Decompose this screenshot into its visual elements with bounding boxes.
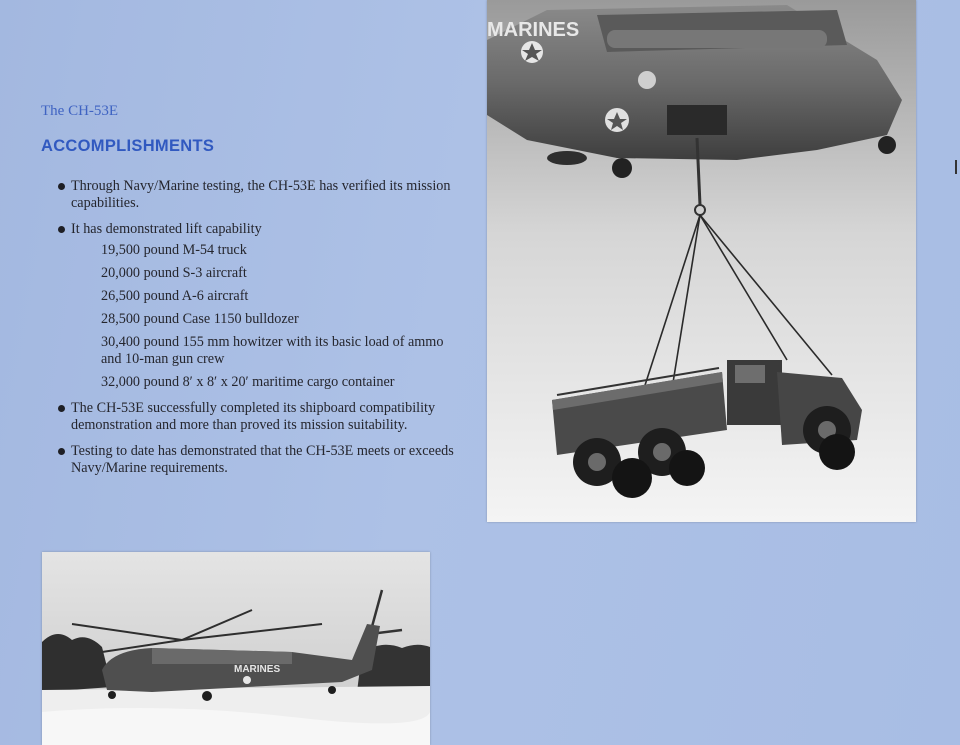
helicopter-on-snow-photo <box>42 552 430 745</box>
helicopter-lifting-truck-photo <box>487 0 916 522</box>
list-item: Through Navy/Marine testing, the CH-53E has verified its mission capabilities. <box>58 178 458 212</box>
marines-marking: MARINES <box>234 664 281 675</box>
lift-item: 32,000 pound 8′ x 8′ x 20′ maritime cargo container <box>101 374 395 390</box>
accomplishments-list <box>58 178 458 486</box>
lift-capability-list <box>71 242 458 391</box>
list-item: The CH-53E successfully completed its shipboard compatibility demonstration and more than proved its mission suitability. <box>58 400 458 434</box>
section-heading: ACCOMPLISHMENTS <box>41 137 215 155</box>
lift-item: 26,500 pound A-6 aircraft <box>101 288 249 304</box>
edge-mark <box>955 160 957 174</box>
list-item: It has demonstrated lift capability 19,500 pound M-54 truck 20,000 pound S-3 aircraft 26,500 pound A-6 aircraft 28,500 pound Case 1150 bulldozer 30,400 pound 155 mm howitzer with its basic load of ammo and 10-man gun crew 32,000 pound 8′ x 8′ x 20′ maritime cargo container <box>58 221 458 391</box>
section-subtitle: The CH-53E <box>41 103 119 119</box>
lift-item: 28,500 pound Case 1150 bulldozer <box>101 311 299 327</box>
lift-item: 30,400 pound 155 mm howitzer with its basic load of ammo and 10-man gun crew <box>101 334 444 367</box>
list-item: Testing to date has demonstrated that the CH-53E meets or exceeds Navy/Marine requirements. <box>58 443 458 477</box>
lift-item: 19,500 pound M-54 truck <box>101 242 247 258</box>
marines-marking: MARINES <box>487 19 580 41</box>
lift-item: 20,000 pound S-3 aircraft <box>101 265 247 281</box>
